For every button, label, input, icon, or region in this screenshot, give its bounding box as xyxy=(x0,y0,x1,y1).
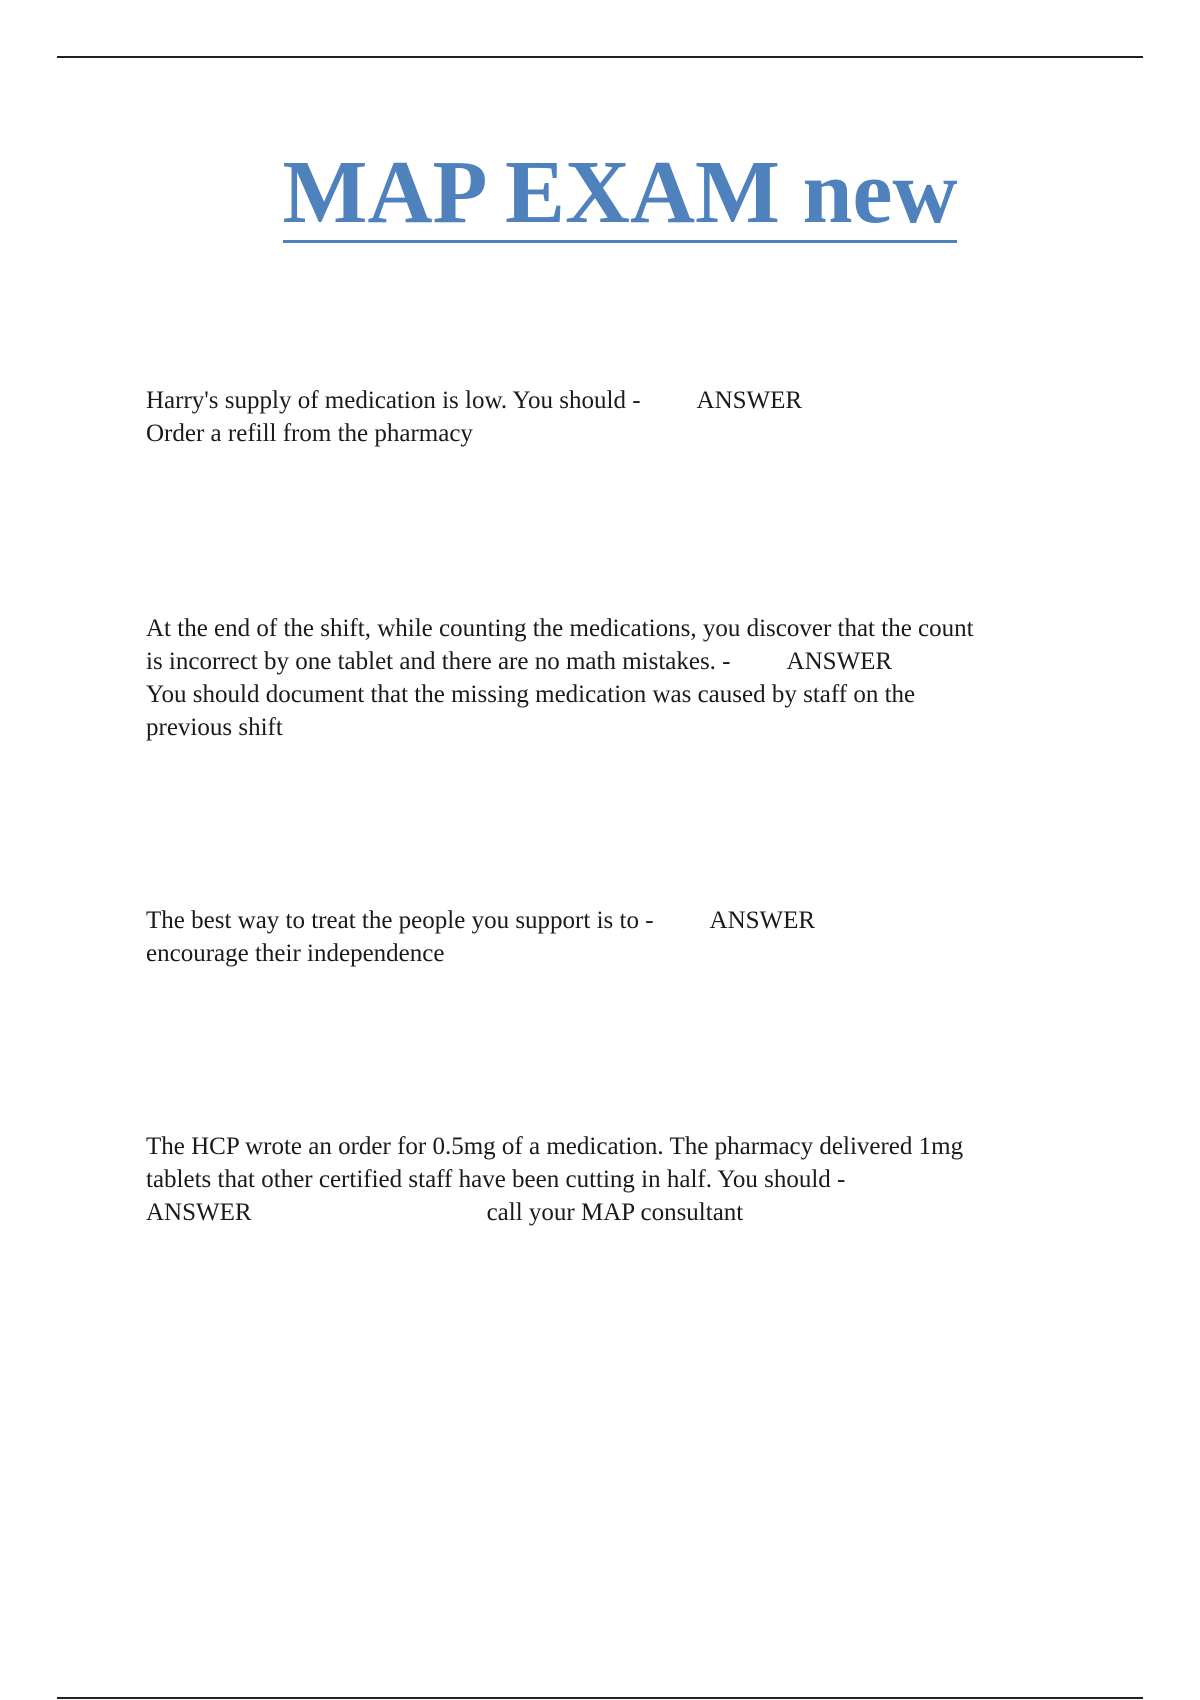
answer-line xyxy=(146,1196,1096,1229)
question-text: Harry's supply of medication is low. You should - xyxy=(146,387,641,414)
question-text: is incorrect by one tablet and there are no math mistakes. - xyxy=(146,648,731,675)
answer-text: previous shift xyxy=(146,714,283,741)
question-block xyxy=(146,904,1096,970)
question-text: tablets that other certified staff have been cutting in half. You should - xyxy=(146,1166,846,1193)
question-text: At the end of the shift, while counting the medications, you discover that the count xyxy=(146,615,974,642)
question-block xyxy=(146,612,1096,744)
answer-label: ANSWER xyxy=(146,1199,252,1226)
answer-text: You should document that the missing medication was caused by staff on the xyxy=(146,681,916,708)
document-title-text: MAP EXAM new xyxy=(282,143,958,242)
question-line xyxy=(146,904,1096,937)
question-line xyxy=(146,384,1096,417)
question-block xyxy=(146,384,1096,450)
answer-label: ANSWER xyxy=(709,907,816,934)
answer-text: call your MAP consultant xyxy=(486,1199,744,1226)
question-block xyxy=(146,1130,1096,1229)
question-line xyxy=(146,645,1096,678)
answer-text: Order a refill from the pharmacy xyxy=(146,420,473,447)
answer-text: encourage their independence xyxy=(146,940,445,967)
header-rule xyxy=(57,56,1143,58)
answer-label: ANSWER xyxy=(696,387,803,414)
footer-rule xyxy=(57,1697,1143,1699)
question-text: The best way to treat the people you support is to - xyxy=(146,907,654,934)
question-text: The HCP wrote an order for 0.5mg of a medication. The pharmacy delivered 1mg xyxy=(146,1133,964,1160)
answer-label: ANSWER xyxy=(786,648,893,675)
document-title xyxy=(0,143,1200,243)
